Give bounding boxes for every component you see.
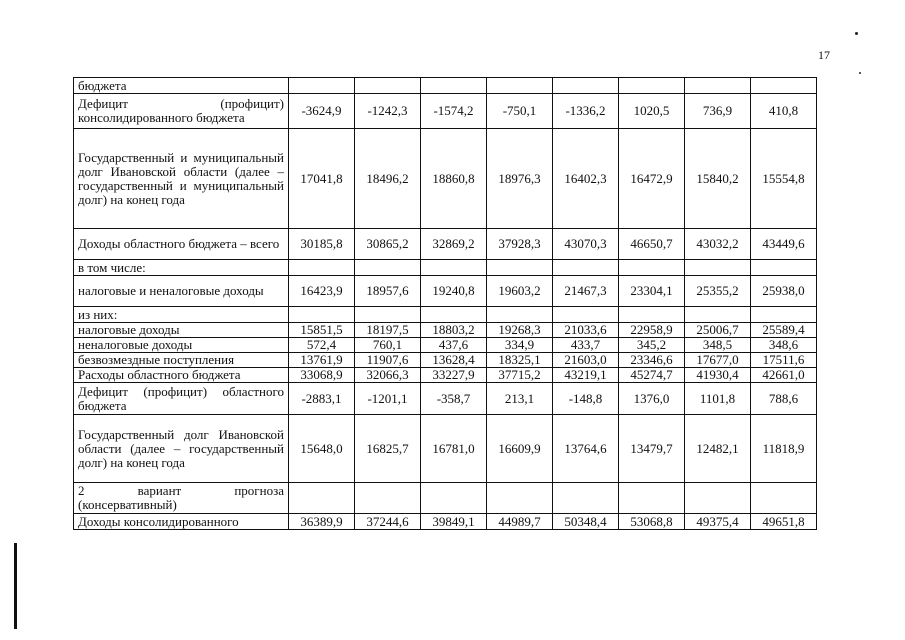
value-cell (619, 260, 685, 276)
value-cell: 37244,6 (355, 514, 421, 530)
value-cell: 433,7 (553, 338, 619, 353)
value-cell: 21033,6 (553, 323, 619, 338)
value-cell (553, 307, 619, 323)
value-cell: 42661,0 (751, 368, 817, 383)
value-cell: 15851,5 (289, 323, 355, 338)
value-cell (355, 260, 421, 276)
row-label: Доходы областного бюджета – всего (74, 229, 289, 260)
value-cell: -3624,9 (289, 94, 355, 129)
value-cell (751, 483, 817, 514)
value-cell: 18860,8 (421, 129, 487, 229)
value-cell: 13628,4 (421, 353, 487, 368)
value-cell: 53068,8 (619, 514, 685, 530)
value-cell: 30185,8 (289, 229, 355, 260)
value-cell: 25355,2 (685, 276, 751, 307)
value-cell: -750,1 (487, 94, 553, 129)
value-cell (685, 260, 751, 276)
value-cell: 13761,9 (289, 353, 355, 368)
row-label: из них: (74, 307, 289, 323)
value-cell: 36389,9 (289, 514, 355, 530)
value-cell (355, 78, 421, 94)
value-cell: 17677,0 (685, 353, 751, 368)
value-cell: 11907,6 (355, 353, 421, 368)
value-cell: 21603,0 (553, 353, 619, 368)
value-cell (289, 307, 355, 323)
scan-speck (859, 72, 861, 74)
value-cell (289, 260, 355, 276)
value-cell: 37928,3 (487, 229, 553, 260)
value-cell: 345,2 (619, 338, 685, 353)
value-cell: 410,8 (751, 94, 817, 129)
row-label: налоговые и неналоговые доходы (74, 276, 289, 307)
value-cell: 1376,0 (619, 383, 685, 415)
scan-speck (855, 32, 858, 35)
value-cell: 23304,1 (619, 276, 685, 307)
value-cell: 213,1 (487, 383, 553, 415)
table-row (74, 323, 817, 338)
value-cell: 25938,0 (751, 276, 817, 307)
table-row (74, 307, 817, 323)
value-cell: 11818,9 (751, 415, 817, 483)
value-cell: 43219,1 (553, 368, 619, 383)
value-cell: 16472,9 (619, 129, 685, 229)
value-cell: 25006,7 (685, 323, 751, 338)
row-label: безвозмездные поступления (74, 353, 289, 368)
value-cell: 16423,9 (289, 276, 355, 307)
row-label: Расходы областного бюджета (74, 368, 289, 383)
row-label: неналоговые доходы (74, 338, 289, 353)
value-cell (487, 483, 553, 514)
table-row (74, 514, 817, 530)
value-cell: 32869,2 (421, 229, 487, 260)
value-cell: 18496,2 (355, 129, 421, 229)
value-cell: -358,7 (421, 383, 487, 415)
row-label: Дефицит (профицит) консолидированного бюджета (74, 94, 289, 129)
table-row (74, 260, 817, 276)
value-cell (685, 307, 751, 323)
table-row (74, 78, 817, 94)
table-row (74, 276, 817, 307)
value-cell: 18957,6 (355, 276, 421, 307)
value-cell (421, 307, 487, 323)
value-cell: 12482,1 (685, 415, 751, 483)
table-row (74, 483, 817, 514)
value-cell (421, 78, 487, 94)
value-cell: -1242,3 (355, 94, 421, 129)
value-cell: 15554,8 (751, 129, 817, 229)
value-cell: 30865,2 (355, 229, 421, 260)
value-cell: 13479,7 (619, 415, 685, 483)
value-cell (751, 307, 817, 323)
value-cell: 41930,4 (685, 368, 751, 383)
value-cell: 19268,3 (487, 323, 553, 338)
value-cell (355, 307, 421, 323)
table-row (74, 94, 817, 129)
value-cell: 46650,7 (619, 229, 685, 260)
value-cell (553, 260, 619, 276)
value-cell: 1020,5 (619, 94, 685, 129)
value-cell (421, 260, 487, 276)
value-cell: 16609,9 (487, 415, 553, 483)
value-cell: 17511,6 (751, 353, 817, 368)
value-cell (421, 483, 487, 514)
value-cell: 348,5 (685, 338, 751, 353)
page-number: 17 (818, 48, 830, 62)
value-cell (685, 78, 751, 94)
value-cell: 43449,6 (751, 229, 817, 260)
row-label: налоговые доходы (74, 323, 289, 338)
value-cell: 334,9 (487, 338, 553, 353)
value-cell (619, 483, 685, 514)
value-cell (619, 78, 685, 94)
value-cell: 17041,8 (289, 129, 355, 229)
value-cell: -1336,2 (553, 94, 619, 129)
value-cell: 37715,2 (487, 368, 553, 383)
value-cell: 1101,8 (685, 383, 751, 415)
value-cell: -148,8 (553, 383, 619, 415)
value-cell (355, 483, 421, 514)
value-cell (619, 307, 685, 323)
value-cell (289, 483, 355, 514)
value-cell: 437,6 (421, 338, 487, 353)
value-cell: 18803,2 (421, 323, 487, 338)
value-cell: 15840,2 (685, 129, 751, 229)
value-cell: 43032,2 (685, 229, 751, 260)
value-cell: 18976,3 (487, 129, 553, 229)
value-cell (553, 78, 619, 94)
value-cell: -2883,1 (289, 383, 355, 415)
value-cell: 19603,2 (487, 276, 553, 307)
value-cell: 33227,9 (421, 368, 487, 383)
value-cell: 13764,6 (553, 415, 619, 483)
value-cell (751, 260, 817, 276)
value-cell: 43070,3 (553, 229, 619, 260)
row-label: бюджета (74, 78, 289, 94)
row-label: Государственный долг Ивановской области (далее – государственный долг) на конец года (74, 415, 289, 483)
value-cell: 788,6 (751, 383, 817, 415)
value-cell (289, 78, 355, 94)
row-label: 2 вариант прогноза (консервативный) (74, 483, 289, 514)
value-cell: 19240,8 (421, 276, 487, 307)
value-cell: 572,4 (289, 338, 355, 353)
value-cell: -1201,1 (355, 383, 421, 415)
value-cell (685, 483, 751, 514)
value-cell: 15648,0 (289, 415, 355, 483)
value-cell (487, 78, 553, 94)
table-row (74, 129, 817, 229)
value-cell: 33068,9 (289, 368, 355, 383)
value-cell: 32066,3 (355, 368, 421, 383)
table-row (74, 229, 817, 260)
value-cell: 760,1 (355, 338, 421, 353)
value-cell: 16781,0 (421, 415, 487, 483)
table-row (74, 338, 817, 353)
value-cell: 45274,7 (619, 368, 685, 383)
value-cell: 39849,1 (421, 514, 487, 530)
table-row (74, 368, 817, 383)
margin-mark (14, 543, 17, 629)
value-cell: 18325,1 (487, 353, 553, 368)
value-cell: 736,9 (685, 94, 751, 129)
value-cell: 348,6 (751, 338, 817, 353)
value-cell: -1574,2 (421, 94, 487, 129)
table-row (74, 353, 817, 368)
value-cell: 44989,7 (487, 514, 553, 530)
value-cell (487, 307, 553, 323)
table-row (74, 383, 817, 415)
value-cell: 49375,4 (685, 514, 751, 530)
table-row (74, 415, 817, 483)
row-label: Дефицит (профицит) областного бюджета (74, 383, 289, 415)
value-cell: 49651,8 (751, 514, 817, 530)
budget-table (73, 77, 817, 530)
value-cell: 50348,4 (553, 514, 619, 530)
value-cell: 22958,9 (619, 323, 685, 338)
value-cell (751, 78, 817, 94)
value-cell: 16825,7 (355, 415, 421, 483)
row-label: в том числе: (74, 260, 289, 276)
value-cell (553, 483, 619, 514)
value-cell: 21467,3 (553, 276, 619, 307)
row-label: Государственный и муниципальный долг Ивановской области (далее – государственный и муниципальный долг) на конец года (74, 129, 289, 229)
value-cell: 18197,5 (355, 323, 421, 338)
value-cell (487, 260, 553, 276)
value-cell: 16402,3 (553, 129, 619, 229)
row-label: Доходы консолидированного (74, 514, 289, 530)
value-cell: 25589,4 (751, 323, 817, 338)
value-cell: 23346,6 (619, 353, 685, 368)
